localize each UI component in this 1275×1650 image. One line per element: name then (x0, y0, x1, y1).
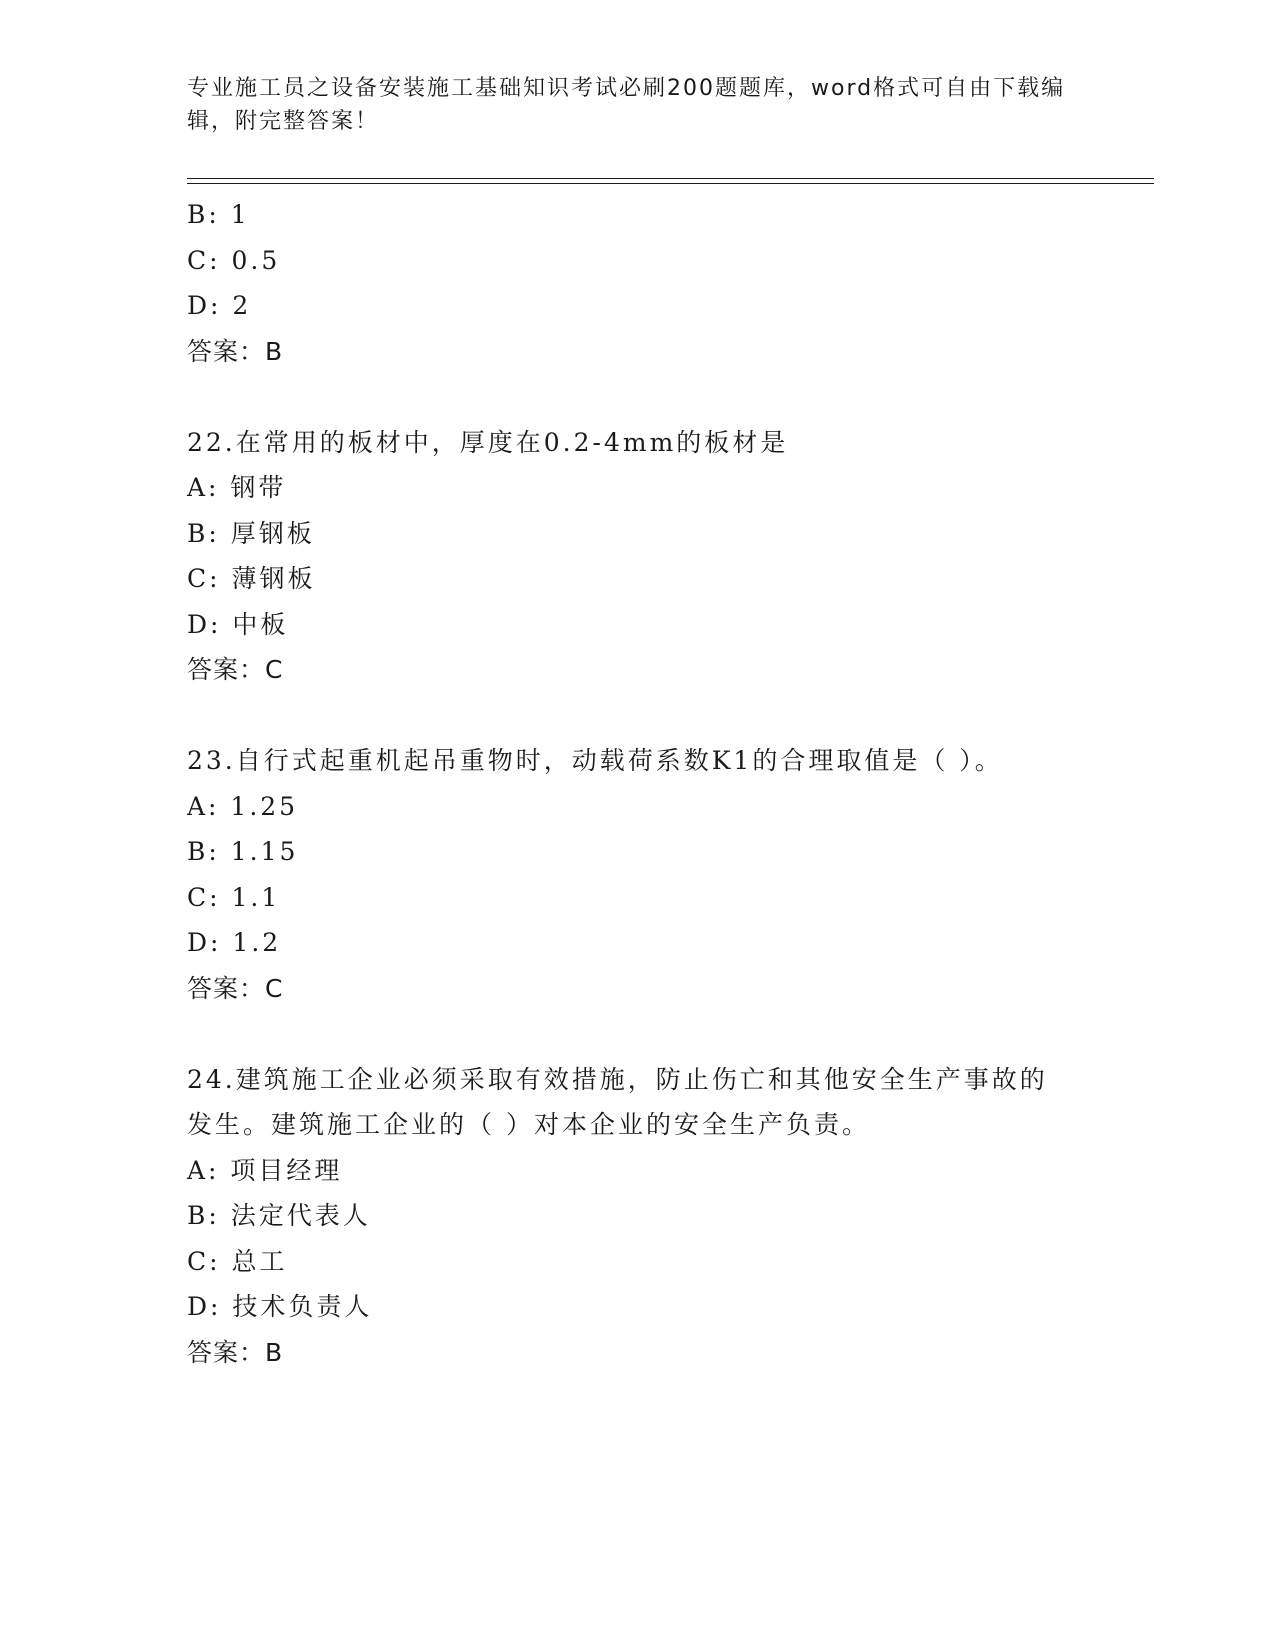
continued-question (187, 192, 1087, 374)
option-d: D: 技术负责人 (187, 1292, 373, 1321)
answer-line: 答案：C (187, 655, 284, 684)
question-stem: 23.自行式起重机起吊重物时，动载荷系数K1的合理取值是（ ）。 (187, 746, 1003, 775)
question-23 (187, 738, 1087, 1011)
question-22 (187, 420, 1087, 693)
page-header-title: 专业施工员之设备安装施工基础知识考试必刷200题题库，word格式可自由下载编辑，附完整答案！ (187, 76, 1066, 134)
question-stem: 24.建筑施工企业必须采取有效措施，防止伤亡和其他安全生产事故的发生。建筑施工企业的（ ）对本企业的安全生产负责。 (187, 1064, 1048, 1139)
option-a: A: 1.25 (187, 791, 299, 821)
answer-line: 答案：B (187, 336, 284, 366)
answer-line: 答案：B (187, 1337, 284, 1367)
answer-line: 答案：C (187, 973, 284, 1003)
option-b: B: 厚钢板 (187, 518, 315, 548)
option-c: C: 1.1 (187, 882, 281, 912)
question-stem: 22.在常用的板材中，厚度在0.2-4mm的板材是 (187, 427, 789, 457)
header-divider-bottom (187, 183, 1154, 184)
spacer (187, 374, 1087, 420)
option-c: C: 0.5 (187, 245, 281, 275)
option-c: C: 薄钢板 (187, 564, 316, 593)
option-d: D: 2 (187, 291, 252, 320)
question-24 (187, 1057, 1087, 1376)
option-a: A: 项目经理 (187, 1155, 343, 1185)
option-c: C: 总工 (187, 1246, 288, 1276)
option-b: B: 1 (187, 200, 250, 229)
option-d: D: 中板 (187, 609, 289, 639)
spacer (187, 693, 1087, 739)
option-b: B: 法定代表人 (187, 1201, 371, 1230)
option-a: A: 钢带 (187, 473, 287, 502)
spacer (187, 1011, 1087, 1057)
question-list (187, 192, 1087, 1375)
option-d: D: 1.2 (187, 928, 282, 957)
option-b: B: 1.15 (187, 837, 299, 866)
header-divider-top (187, 178, 1154, 179)
